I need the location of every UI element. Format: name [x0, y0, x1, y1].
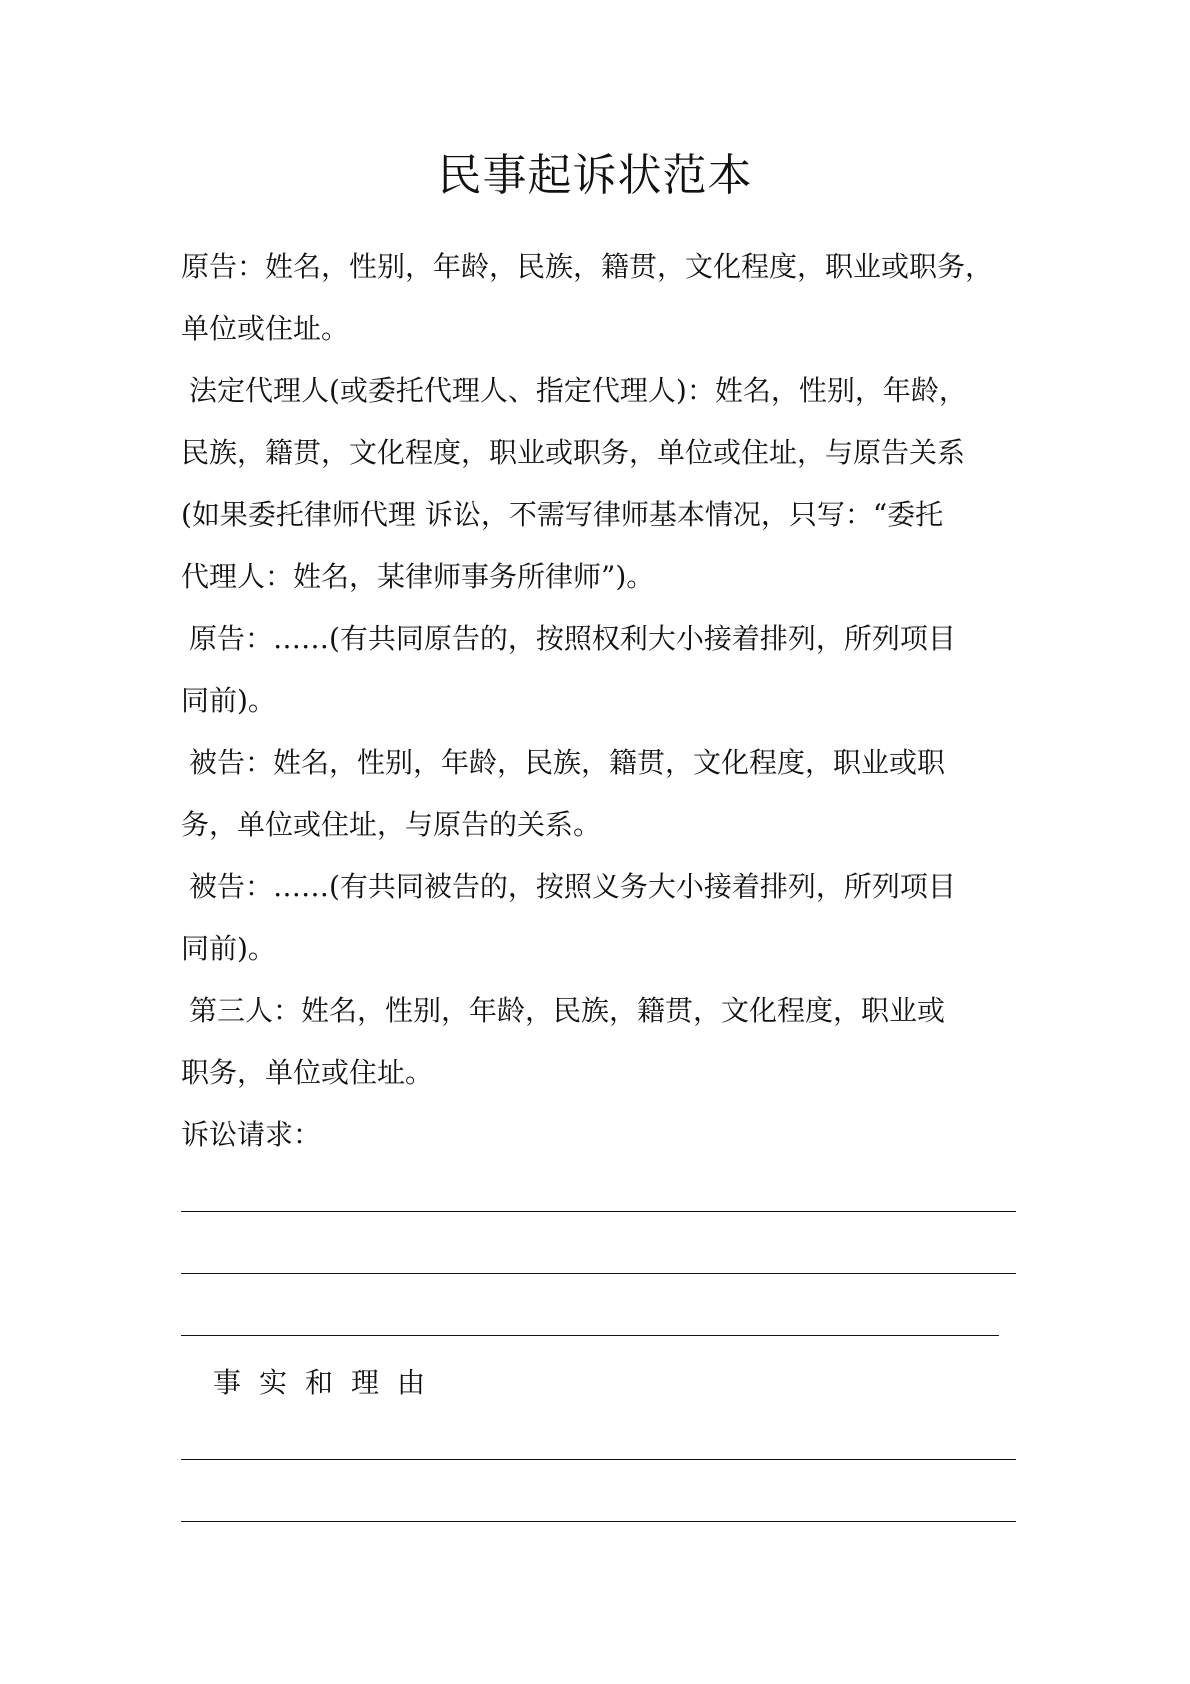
- co-plaintiff-line-2: 同前)。: [181, 684, 276, 717]
- legal-agent-line-1: 法定代理人(或委托代理人、指定代理人)：姓名，性别，年龄，: [189, 374, 967, 407]
- facts-blank-line-2: [181, 1476, 1016, 1538]
- defendant-line-1: 被告：姓名，性别，年龄，民族，籍贯，文化程度，职业或职: [189, 746, 946, 779]
- claims-blank-line-2: [181, 1228, 1016, 1290]
- legal-agent-line-2: 民族，籍贯，文化程度，职业或职务，单位或住址，与原告关系: [181, 436, 966, 469]
- claims-label: 诉讼请求：: [181, 1118, 322, 1151]
- third-party-line-1: 第三人：姓名，性别，年龄，民族，籍贯，文化程度，职业或: [189, 994, 946, 1027]
- claims-blank-line-1: [181, 1166, 1016, 1228]
- third-party-line-2: 职务，单位或住址。: [181, 1056, 434, 1089]
- claims-blank-line-3: [181, 1290, 1016, 1352]
- co-defendant-line-2: 同前)。: [181, 932, 276, 965]
- legal-agent-line-3: (如果委托律师代理 诉讼，不需写律师基本情况，只写：“委托: [181, 498, 944, 531]
- co-plaintiff-line-1: 原告：……(有共同原告的，按照权利大小接着排列，所列项目: [189, 622, 956, 655]
- document-body: [181, 236, 1016, 1538]
- legal-agent-line-4: 代理人：姓名，某律师事务所律师”)。: [181, 560, 655, 593]
- plaintiff-line-2: 单位或住址。: [181, 312, 350, 345]
- co-defendant-line-1: 被告：……(有共同被告的，按照义务大小接着排列，所列项目: [189, 870, 956, 903]
- facts-blank-line-1: [181, 1414, 1016, 1476]
- document-title: 民事起诉状范本: [437, 150, 753, 201]
- defendant-line-2: 务，单位或住址，与原告的关系。: [181, 808, 602, 841]
- plaintiff-line-1: 原告：姓名，性别，年龄，民族，籍贯，文化程度，职业或职务，: [181, 250, 994, 283]
- facts-and-reasons-heading: 事实和理由: [213, 1366, 444, 1399]
